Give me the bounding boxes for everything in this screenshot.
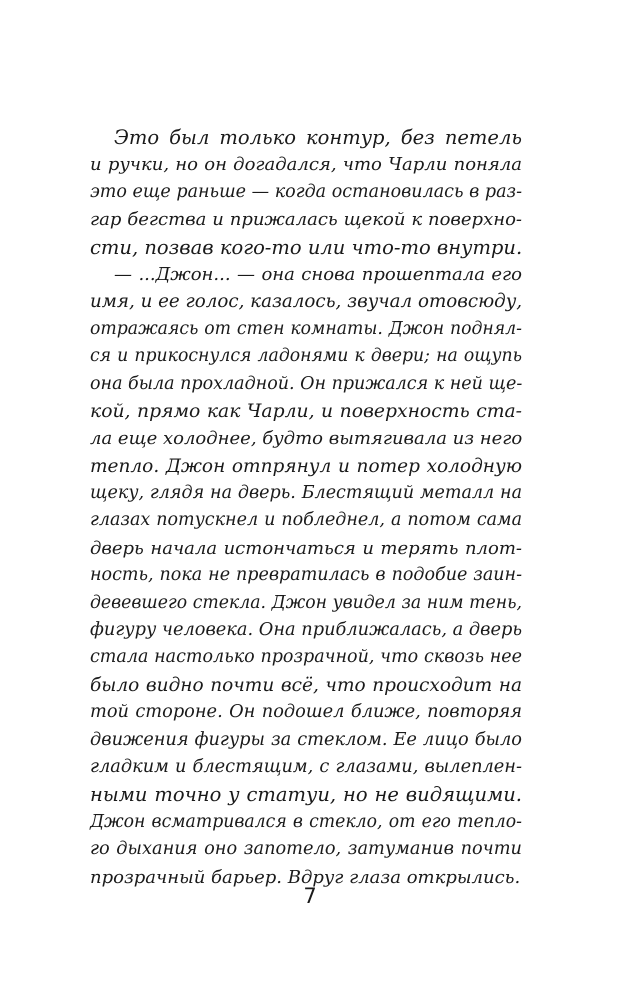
text-line: той стороне. Он подошел ближе, повторяя (90, 702, 522, 723)
text-line: отражаясь от стен комнаты. Джон поднял- (90, 318, 522, 339)
page-number: 7 (303, 884, 317, 908)
text-line: Это был только контур, без петель (114, 126, 522, 149)
text-line: имя, и ее голос, казалось, звучал отовсюду, (90, 291, 523, 313)
text-line: это еще раньше — когда остановилась в раз- (90, 181, 522, 202)
text-line: ла еще холоднее, будто вытягивала из него (90, 428, 523, 450)
text-line: ность, пока не превратилась в подобие заин- (90, 565, 522, 586)
text-line: щеку, глядя на дверь. Блестящий металл на (90, 483, 522, 504)
text-line: гладким и блестящим, с глазами, вылеплен- (90, 756, 522, 777)
text-line: стала настолько прозрачной, что сквозь нее (90, 647, 522, 668)
text-line: прозрачный барьер. Вдруг глаза открылись. (90, 866, 521, 888)
text-line: — ...Джон... — она снова прошептала его (114, 263, 522, 285)
text-line: и ручки, но он догадался, что Чарли поняла (90, 154, 522, 176)
text-line: тепло. Джон отпрянул и потер холодную (90, 455, 522, 477)
text-line: она была прохладной. Он прижался к ней ще- (90, 373, 523, 394)
text-line: было видно почти всё, что происходит на (90, 674, 522, 696)
text-line: дверь начала истончаться и терять плот- (90, 537, 522, 559)
text-line: гар бегства и прижалась щекой к поверхно- (90, 209, 522, 231)
text-line: девевшего стекла. Джон увидел за ним тень, (90, 592, 522, 613)
text-line: кой, прямо как Чарли, и поверхность ста- (90, 400, 522, 422)
text-line: сти, позвав кого-то или что-то внутри. (90, 235, 523, 259)
text-line: го дыхания оно запотело, затуманив почти (90, 839, 522, 860)
text-line: глазах потускнел и побледнел, а потом сама (90, 510, 522, 531)
text-line: фигуру человека. Она приближалась, а дверь (90, 620, 522, 641)
text-line: Джон всматривался в стекло, от его тепло- (90, 811, 522, 832)
text-line: ся и прикоснулся ладонями к двери; на ощупь (90, 346, 522, 367)
text-line: движения фигуры за стеклом. Ее лицо было (90, 729, 522, 750)
text-line: ными точно у статуи, но не видящими. (90, 783, 522, 807)
body-text (90, 124, 522, 891)
